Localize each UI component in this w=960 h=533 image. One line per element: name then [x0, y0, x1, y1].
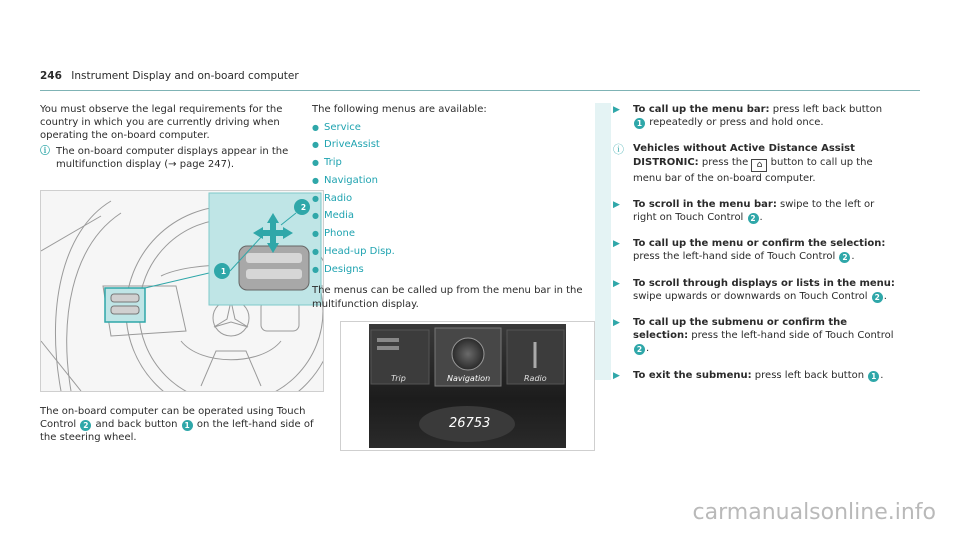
info-text: button to call up the menu bar of the on-board computer. [633, 156, 873, 184]
page-number: 246 [40, 70, 62, 82]
step-confirm-selection: ▶ To call up the menu or confirm the selection: press the left-hand side of Touch Control 2 . [613, 238, 886, 263]
caption-part-3: on the left-hand side of the steering wheel. [40, 419, 314, 444]
step-title: To scroll in the menu bar: [633, 198, 777, 210]
menu-label: Trip [324, 157, 342, 169]
info-icon: ⓘ [40, 145, 50, 157]
info-icon: ⓘ [613, 143, 624, 157]
menu-label: Navigation [324, 174, 378, 186]
steps-highlight-bar [595, 103, 611, 380]
menu-item-media[interactable] [312, 207, 594, 225]
bullet-icon: ● [312, 158, 319, 168]
badge-1: 1 [868, 371, 879, 382]
bullet-icon: ● [312, 229, 319, 239]
bullet-icon: ● [312, 193, 319, 203]
step-arrow-icon: ▶ [613, 318, 620, 329]
menu-label: Media [324, 210, 355, 222]
bullet-icon: ● [312, 264, 319, 274]
info-note-text: The on-board computer displays appear in the multifunction display (→ page 247). [56, 145, 289, 170]
column-1 [40, 103, 322, 171]
step-title: To exit the submenu: [633, 369, 752, 381]
menu-item-trip[interactable] [312, 154, 594, 172]
step-arrow-icon: ▶ [613, 370, 620, 381]
badge-2: 2 [872, 292, 883, 303]
step-text: swipe to the left or right on Touch Control [633, 198, 875, 224]
step-call-submenu: ▶ To call up the submenu or confirm the selection: press the left-hand side of Touch Control 2 . [613, 317, 894, 355]
menu-item-service[interactable] [312, 118, 594, 136]
step-title: To call up the menu or confirm the selection: [633, 238, 886, 250]
menu-item-navigation[interactable] [312, 172, 594, 190]
step-call-menu-bar [613, 103, 895, 129]
menu-label: Service [324, 121, 361, 133]
watermark: carmanualsonline.info [692, 500, 936, 525]
step-arrow-icon: ▶ [613, 105, 620, 115]
info-title: Vehicles without Active Distance Assist DISTRONIC: [633, 143, 855, 168]
header-rule [40, 90, 920, 91]
page-header-title: Instrument Display and on-board computer [71, 70, 299, 82]
bullet-icon: ● [312, 140, 319, 150]
bullet-icon: ● [312, 175, 319, 185]
display-odometer: 26753 [449, 416, 491, 431]
bullet-icon: ● [312, 122, 319, 132]
menu-label: DriveAssist [324, 139, 380, 151]
badge-2: 2 [839, 252, 850, 263]
step-text: repeatedly or press and hold once. [649, 117, 824, 129]
step-arrow-icon: ▶ [613, 239, 620, 250]
step-exit-submenu: ▶ To exit the submenu: press left back button 1 . [613, 369, 895, 383]
step-text: swipe upwards or downwards on Touch Control [633, 290, 868, 302]
page-header [40, 70, 299, 82]
display-item-navigation: Navigation [447, 374, 491, 383]
info-note [40, 145, 322, 171]
caption-part-2: and back button [95, 419, 178, 431]
callout-2-badge: 2 [298, 202, 309, 213]
badge-1: 1 [634, 118, 645, 129]
display-screen [369, 324, 566, 448]
menu-label: Radio [324, 192, 353, 204]
menu-item-designs[interactable] [312, 261, 594, 279]
step-arrow-icon: ▶ [613, 199, 620, 210]
step-text: press the left-hand side of Touch Control [691, 330, 894, 342]
callout-1-badge: 1 [218, 266, 229, 277]
caption-part-1: The on-board computer can be operated using Touch Control [40, 406, 306, 431]
info-text: press the [701, 156, 749, 168]
menu-label: Head-up Disp. [324, 246, 395, 258]
steering-wheel-figure [40, 190, 324, 392]
step-title: To call up the submenu or confirm the selection: [633, 317, 848, 342]
column-2 [312, 103, 594, 311]
badge-2: 2 [748, 213, 759, 224]
menus-intro: The following menus are available: [312, 104, 487, 115]
info-without-distronic [613, 142, 895, 184]
step-text: press left back button [754, 369, 865, 381]
display-item-trip: Trip [391, 374, 406, 383]
bullet-icon: ● [312, 211, 319, 221]
step-title: To scroll through displays or lists in the menu: [633, 277, 895, 289]
badge-2: 2 [80, 420, 91, 431]
home-button-icon: ⌂ [751, 159, 767, 172]
legal-paragraph: You must observe the legal requirements for the country in which you are currently driving when operating the on-board computer. [40, 104, 283, 142]
column-3 [613, 103, 895, 396]
menu-label: Phone [324, 228, 355, 240]
menu-list [312, 118, 594, 278]
step-text: press left back button [772, 104, 883, 115]
menu-label: Designs [324, 263, 364, 275]
menus-after-text: The menus can be called up from the menu bar in the multifunction display. [312, 285, 583, 310]
steering-wheel-illustration [41, 191, 323, 391]
step-scroll-menu-bar: ▶ To scroll in the menu bar: swipe to the left or right on Touch Control 2 . [613, 198, 875, 224]
menu-item-head-up-disp[interactable] [312, 243, 594, 261]
menu-item-driveassist[interactable] [312, 136, 594, 154]
figure-caption [40, 405, 322, 445]
step-title: To call up the menu bar: [633, 104, 770, 115]
multifunction-display-figure [340, 321, 595, 451]
menu-item-phone[interactable] [312, 225, 594, 243]
bullet-icon: ● [312, 247, 319, 257]
badge-1: 1 [182, 420, 193, 431]
step-scroll-displays: ▶ To scroll through displays or lists in the menu: swipe upwards or downwards on Touch Control 2 . [613, 277, 895, 302]
step-text: press the left-hand side of Touch Control [633, 251, 836, 263]
display-item-radio: Radio [524, 374, 547, 383]
step-arrow-icon: ▶ [613, 278, 620, 289]
menu-item-radio[interactable] [312, 189, 594, 207]
badge-2: 2 [634, 344, 645, 355]
